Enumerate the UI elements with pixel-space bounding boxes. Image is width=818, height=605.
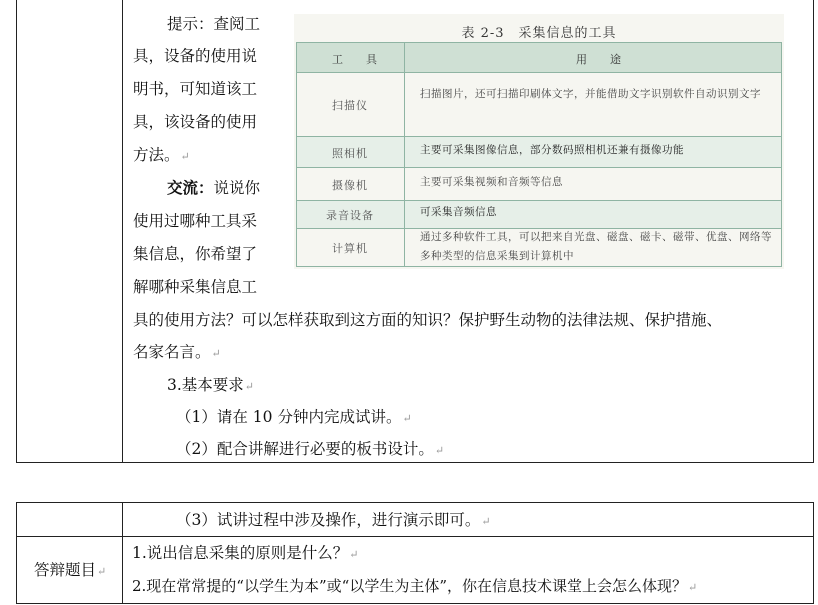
tools-table-image	[294, 14, 784, 269]
table2-column-divider	[122, 502, 123, 604]
paragraph-mark: ↵	[402, 412, 412, 425]
table-left-border	[16, 0, 17, 463]
table2-top-border	[16, 502, 814, 503]
tool-video-camera: 摄像机	[332, 179, 368, 192]
paragraph-mark: ↵	[211, 347, 221, 360]
defense-label: 答辩题目↵	[34, 561, 107, 579]
exchange-line-3: 集信息，你希望了	[133, 245, 258, 263]
exchange-line-1: 交流：说说你	[167, 178, 261, 197]
tool-recorder: 录音设备	[326, 209, 374, 222]
tools-table-title: 表 2-3 采集信息的工具	[461, 26, 617, 41]
requirement-item-3: （3）试讲过程中涉及操作，进行演示即可。↵	[176, 511, 491, 529]
use-scanner: 扫描图片，还可扫描印刷体文字，并能借助文字识别软件自动识别文字	[420, 88, 761, 100]
grid-line	[296, 266, 782, 267]
grid-line	[296, 167, 782, 168]
paragraph-mark: ↵	[97, 565, 107, 578]
grid-line	[296, 72, 782, 73]
grid-line	[296, 42, 782, 43]
exchange-line-4: 解哪种采集信息工	[133, 278, 258, 296]
use-video-camera: 主要可采集视频和音频等信息	[420, 176, 563, 188]
tool-camera: 照相机	[332, 147, 368, 160]
grid-line	[296, 200, 782, 201]
grid-line	[781, 42, 782, 267]
exchange-line-2: 使用过哪种工具采	[133, 212, 258, 230]
hint-text-1: 查阅工	[213, 15, 261, 33]
header-use: 用 途	[576, 53, 627, 66]
use-computer: 通过多种软件工具，可以把来自光盘、磁盘、磁卡、磁带、优盘、网络等多种类型的信息采集到计算机中	[420, 231, 772, 262]
hint-line-4: 具，该设备的使用	[133, 113, 258, 131]
paragraph-mark: ↵	[180, 150, 190, 163]
tool-computer: 计算机	[332, 242, 368, 255]
paragraph-mark: ↵	[434, 444, 445, 457]
table2-bottom-border	[16, 603, 814, 604]
header-tool: 工 具	[332, 53, 383, 66]
grid-line	[404, 42, 405, 267]
paragraph-mark: ↵	[244, 380, 255, 393]
hint-line-5: 方法。↵	[133, 146, 190, 164]
paragraph-mark: ↵	[481, 515, 491, 528]
table2-left-border	[16, 502, 17, 604]
exchange-cont-2: 名家名言。↵	[133, 343, 221, 361]
table2-right-border	[813, 502, 814, 604]
table-bottom-border	[16, 462, 814, 463]
requirements-heading: 3.基本要求↵	[167, 376, 255, 394]
grid-line	[296, 136, 782, 137]
table-right-border	[813, 0, 814, 463]
table-column-divider	[122, 0, 123, 463]
hint-line-2: 具，设备的使用说	[133, 47, 258, 65]
requirement-item-2: （2）配合讲解进行必要的板书设计。↵	[176, 440, 445, 458]
requirement-item-1: （1）请在 10 分钟内完成试讲。↵	[176, 408, 412, 426]
tool-scanner: 扫描仪	[332, 99, 368, 112]
use-camera: 主要可采集图像信息，部分数码照相机还兼有摄像功能	[420, 144, 684, 156]
paragraph-mark: ↵	[688, 581, 698, 594]
use-recorder: 可采集音频信息	[420, 206, 497, 218]
paragraph-mark: ↵	[349, 548, 359, 561]
hint-line-3: 明书，可知道该工	[133, 80, 258, 98]
exchange-cont-1: 具的使用方法？可以怎样获取到这方面的知识？保护野生动物的法律法规、保护措施、	[133, 311, 723, 329]
exchange-label: 交流：	[167, 178, 214, 197]
hint-line-1: 提示：查阅工	[167, 15, 261, 33]
table2-row-divider	[16, 536, 814, 537]
defense-question-2: 2.现在常常提的“以学生为本”或“以学生为主体”，你在信息技术课堂上会怎么体现？↵	[132, 577, 698, 595]
defense-question-1: 1.说出信息采集的原则是什么？↵	[132, 544, 359, 562]
